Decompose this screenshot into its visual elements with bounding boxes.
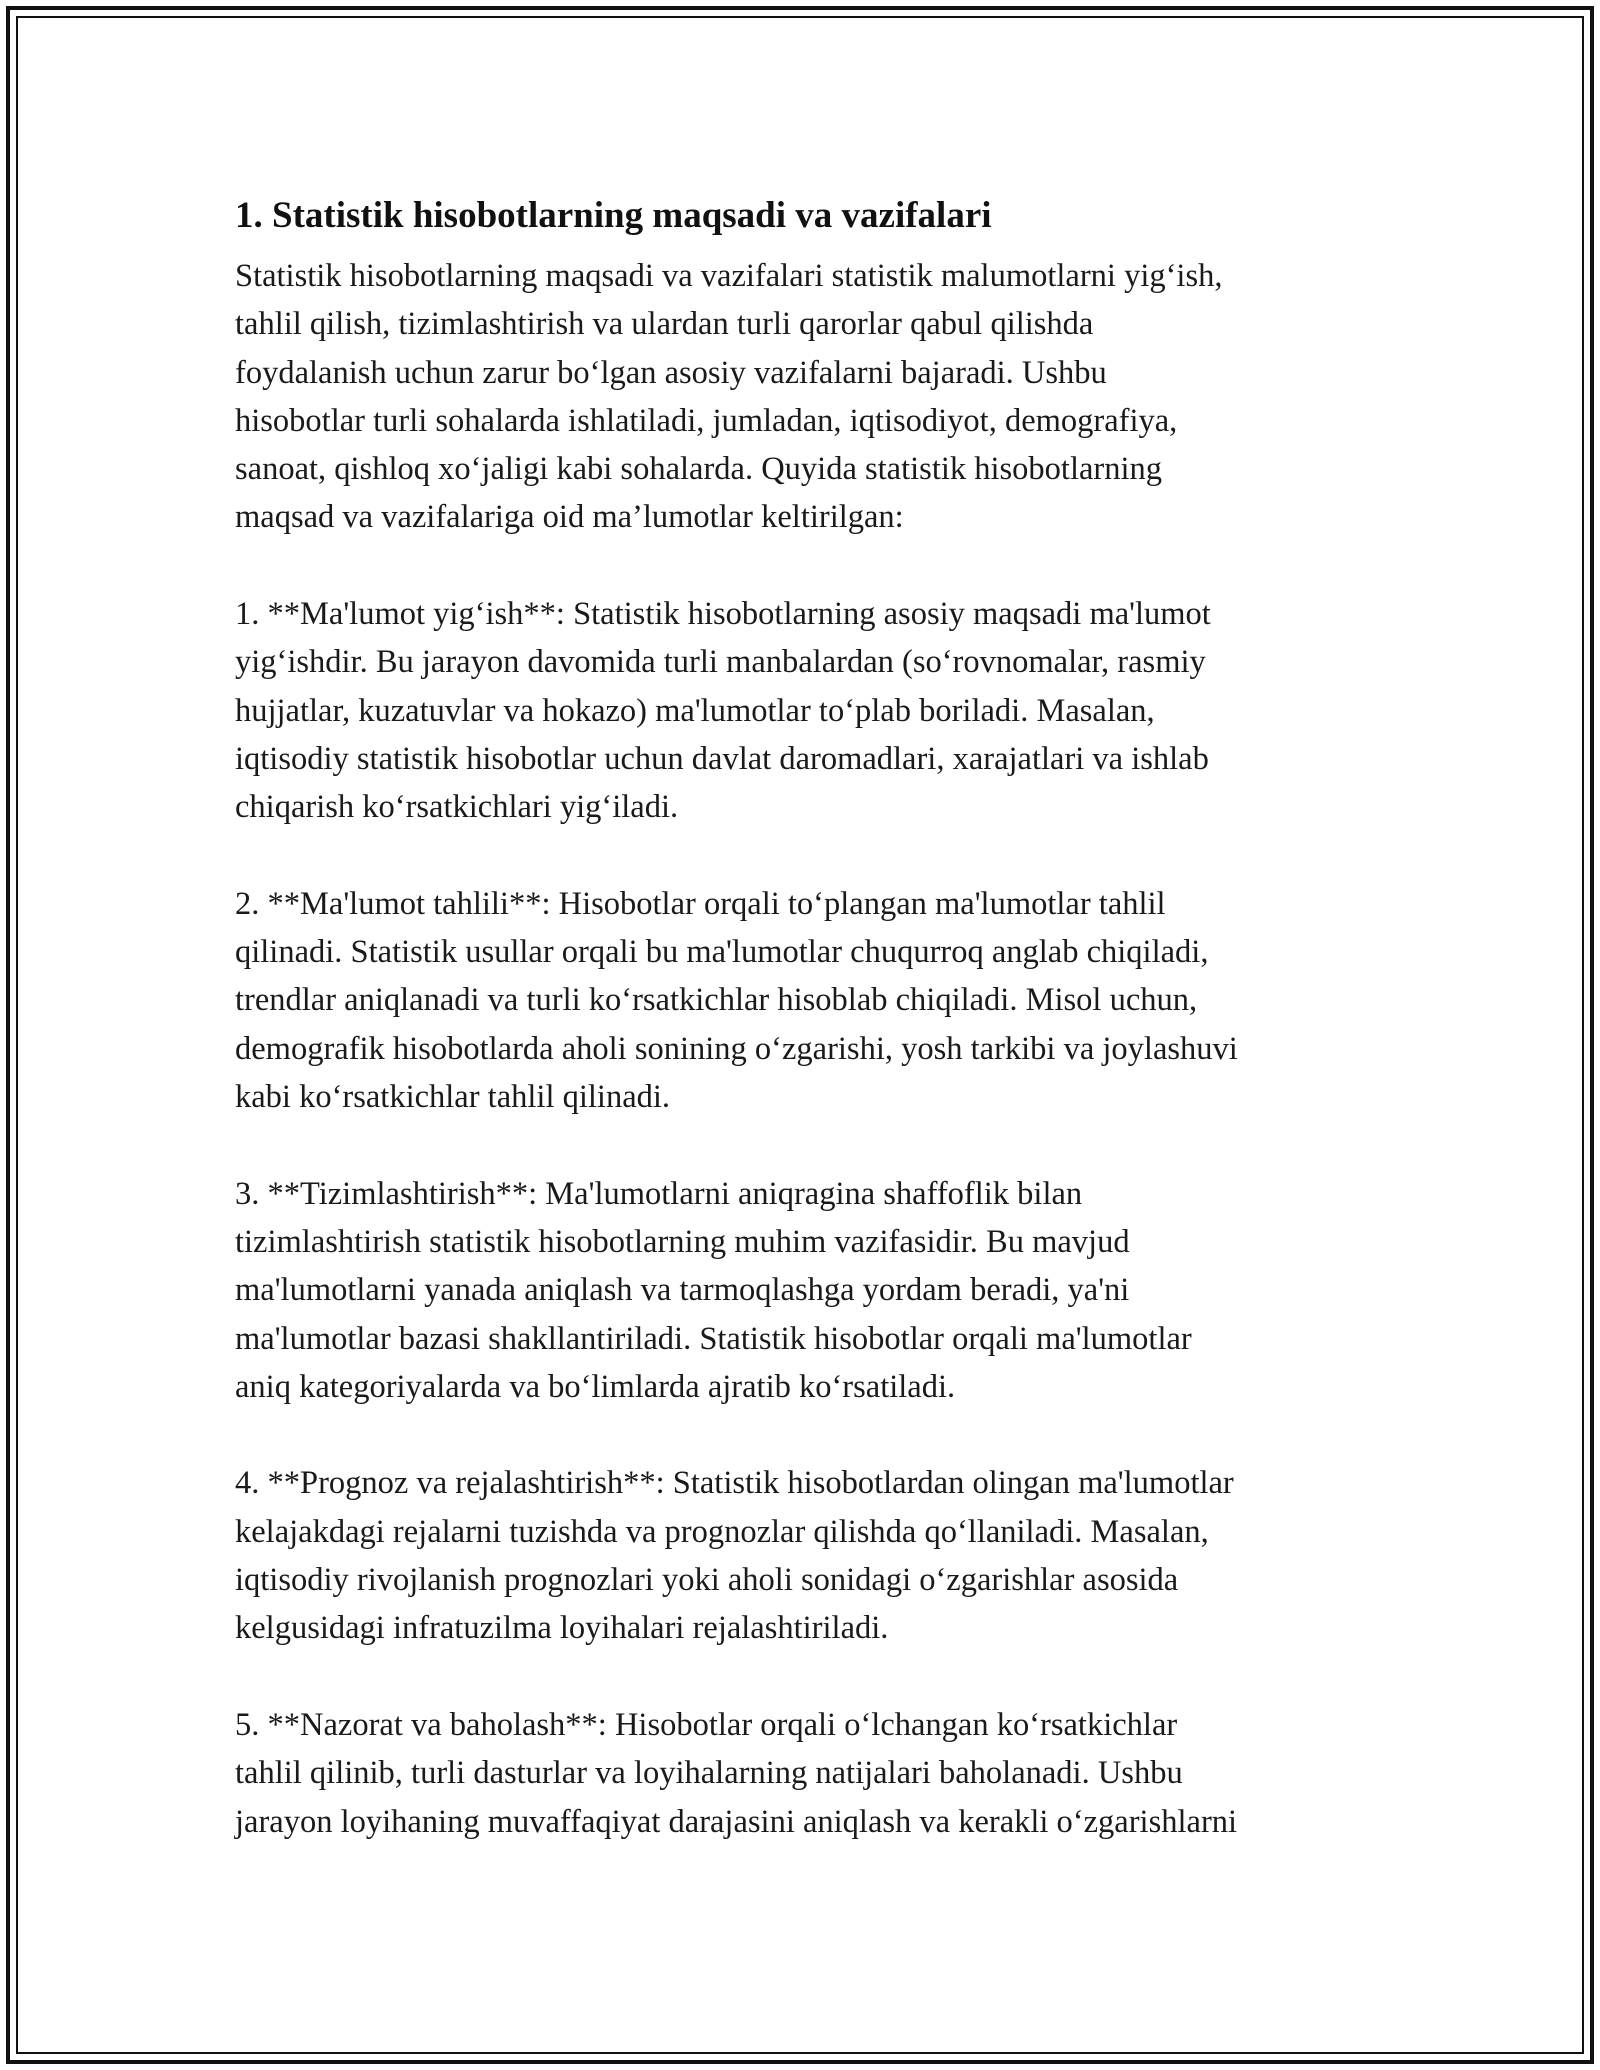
item-control-evaluation: 5. **Nazorat va baholash**: Hisobotlar orqali o‘lchangan ko‘rsatkichlar tahlil qilinib, turli dasturlar va loyihalarning natijalari baholanadi. Ushbu jarayon loyihaning muvaffaqiyat darajasini aniqlash va kerakli o‘zgarishlarni — [235, 1706, 1238, 1840]
paragraph-spacer — [235, 1653, 1385, 1701]
paragraph-spacer — [235, 1121, 1385, 1169]
item-data-analysis: 2. **Ma'lumot tahlili**: Hisobotlar orqali to‘plangan ma'lumotlar tahlil qilinadi. Statistik usullar orqali bu ma'lumotlar chuqurroq anglab chiqiladi, trendlar aniqlanadi va turli ko‘rsatkichlar hisoblab chiqiladi. Misol uchun, demografik hisobotlarda aholi sonining o‘zgarishi, yosh tarkibi va joylashuvi kabi ko‘rsatkichlar tahlil qilinadi. — [235, 885, 1238, 1116]
document-body — [235, 180, 1385, 1846]
paragraph-spacer — [235, 832, 1385, 880]
item-data-collection: 1. **Ma'lumot yig‘ish**: Statistik hisobotlarning asosiy maqsadi ma'lumot yig‘ishdir. Bu jarayon davomida turli manbalardan (so‘rovnomalar, rasmiy hujjatlar, kuzatuvlar va hokazo) ma'lumotlar to‘plab boriladi. Masalan, iqtisodiy statistik hisobotlar uchun davlat daromadlari, xarajatlari va ishlab chiqarish ko‘rsatkichlari yig‘iladi. — [235, 596, 1211, 826]
section-heading: 1. Statistik hisobotlarning maqsadi va vazifalari — [235, 195, 992, 236]
paragraph-spacer — [235, 1411, 1385, 1459]
item-forecast-planning: 4. **Prognoz va rejalashtirish**: Statistik hisobotlardan olingan ma'lumotlar kelajakdagi rejalarni tuzishda va prognozlar qilishda qo‘llaniladi. Masalan, iqtisodiy rivojlanish prognozlari yoki aholi sonidagi o‘zgarishlar asosida kelgusidagi infratuzilma loyihalari rejalashtiriladi. — [235, 1465, 1234, 1647]
paragraph-spacer — [235, 542, 1385, 590]
intro-paragraph: Statistik hisobotlarning maqsadi va vazifalari statistik malumotlarni yig‘ish, tahlil qilish, tizimlashtirish va ulardan turli qarorlar qabul qilishda foydalanish uchun zarur bo‘lgan asosiy vazifalarni bajaradi. Ushbu hisobotlar turli sohalarda ishlatiladi, jumladan, iqtisodiyot, demografiya, sanoat, qishloq xo‘jaligi kabi sohalarda. Quyida statistik hisobotlarning maqsad va vazifalariga oid ma’lumotlar keltirilgan: — [235, 258, 1223, 536]
item-systematization: 3. **Tizimlashtirish**: Ma'lumotlarni aniqragina shaffoflik bilan tizimlashtirish statistik hisobotlarning muhim vazifasidir. Bu mavjud ma'lumotlarni yanada aniqlash va tarmoqlashga yordam beradi, ya'ni ma'lumotlar bazasi shakllantiriladi. Statistik hisobotlar orqali ma'lumotlar aniq kategoriyalarda va bo‘limlarda ajratib ko‘rsatiladi. — [235, 1175, 1192, 1405]
